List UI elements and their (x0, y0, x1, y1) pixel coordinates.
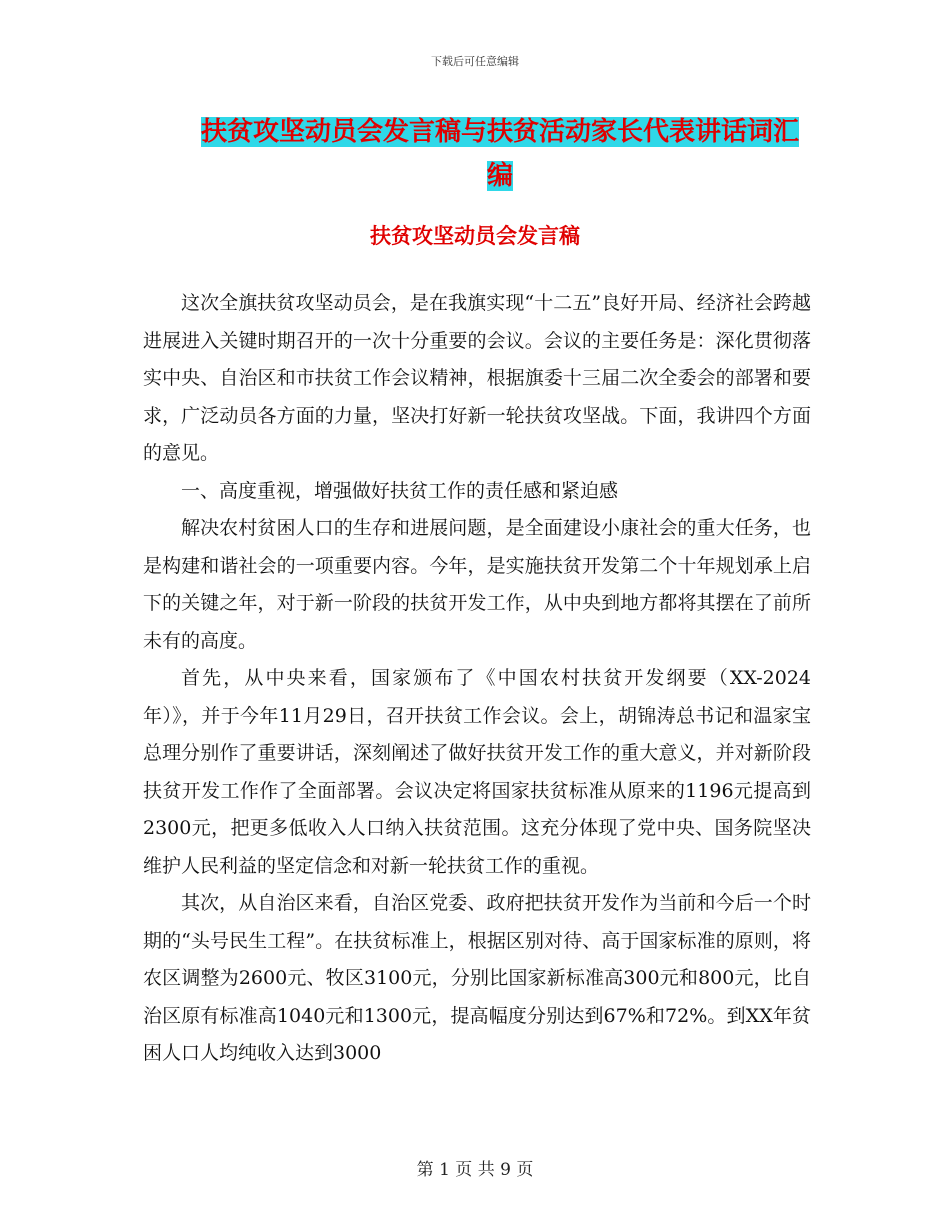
document-title-line-2: 编 (486, 161, 513, 191)
paragraph: 其次，从自治区来看，自治区党委、政府把扶贫开发作为当前和今后一个时期的“头号民生工程”。在扶贫标准上，根据区别对待、高于国家标准的原则，将农区调整为2600元、牧区3100元，分别比国家新标准高300元和800元，比自治区原有标准高1040元和1300元，提高幅度分别达到67%和72%。到XX年贫困人口人均纯收入达到3000 (143, 892, 811, 1064)
paragraph: 这次全旗扶贫攻坚动员会，是在我旗实现“十二五”良好开局、经济社会跨越进展进入关键时期召开的一次十分重要的会议。会议的主要任务是：深化贯彻落实中央、自治区和市扶贫工作会议精神，根据旗委十三届二次全委会的部署和要求，广泛动员各方面的力量，坚决打好新一轮扶贫攻坚战。下面，我讲四个方面的意见。 (143, 292, 811, 464)
paragraph: 首先，从中央来看，国家颁布了《中国农村扶贫开发纲要（XX-2024年）》，并于今年11月29日，召开扶贫工作会议。会上，胡锦涛总书记和温家宝总理分别作了重要讲话，深刻阐述了做好扶贫开发工作的重大意义，并对新阶段扶贫开发工作作了全面部署。会议决定将国家扶贫标准从原来的1196元提高到2300元，把更多低收入人口纳入扶贫范围。这充分体现了党中央、国务院坚决维护人民利益的坚定信念和对新一轮扶贫工作的重视。 (143, 667, 811, 877)
document-title (195, 110, 805, 198)
document-title-line-1: 扶贫攻坚动员会发言稿与扶贫活动家长代表讲话词汇 (200, 117, 799, 147)
paragraph-heading: 一、高度重视，增强做好扶贫工作的责任感和紧迫感 (181, 479, 619, 502)
page-header-note: 下载后可任意编辑 (431, 55, 519, 68)
document-body (143, 285, 811, 1073)
section-title: 扶贫攻坚动员会发言稿 (370, 224, 580, 248)
page-number-footer: 第 1 页 共 9 页 (416, 1160, 534, 1180)
paragraph: 解决农村贫困人口的生存和进展问题，是全面建设小康社会的重大任务，也是构建和谐社会的一项重要内容。今年，是实施扶贫开发第二个十年规划承上启下的关键之年，对于新一阶段的扶贫开发工作，从中央到地方都将其摆在了前所未有的高度。 (143, 517, 811, 652)
